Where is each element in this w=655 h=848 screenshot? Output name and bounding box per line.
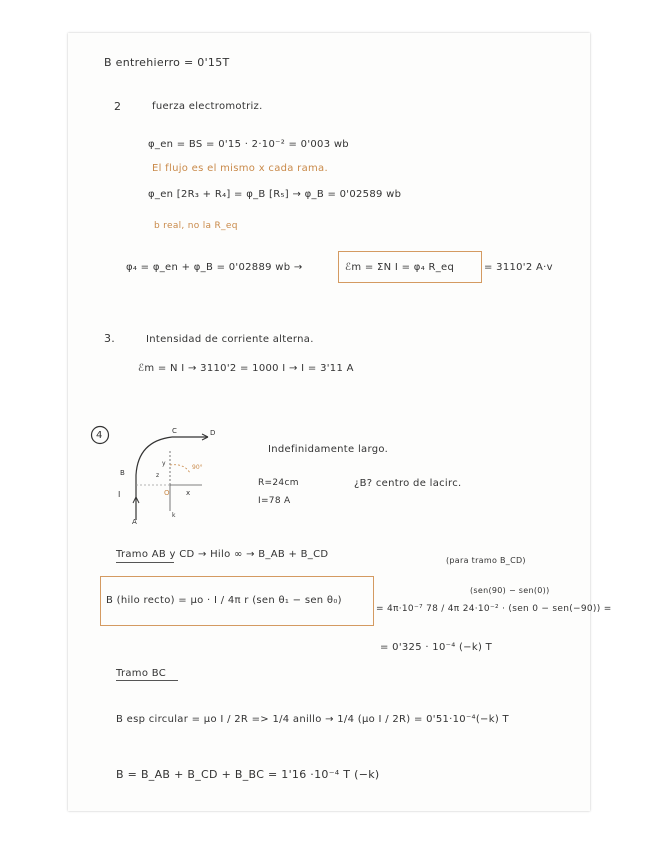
text-b-entrehierro: B entrehierro = 0'15T	[104, 56, 230, 69]
note-sen-diff: (sen(90) − sen(0))	[470, 586, 550, 595]
note-same-flux: El flujo es el mismo x cada rama.	[152, 163, 328, 174]
section-number-2: 2	[114, 100, 122, 113]
result-fem-value: = 3110'2 A·v	[484, 262, 553, 273]
diagram-label-d: D	[210, 429, 216, 437]
text-tramo-ab-cd: Tramo AB y CD → Hilo ∞ → B_AB + B_CD	[116, 549, 329, 560]
diagram-label-y: y	[162, 460, 166, 467]
equation-flux-branch: φ_en [2R₃ + R₄] = φ_B [R₅] → φ_B = 0'02589 wb	[148, 189, 402, 200]
underline-tramo-ab	[116, 562, 174, 563]
equation-total-flux: φ₄ = φ_en + φ_B = 0'02889 wb →	[126, 262, 303, 273]
equation-total-field: B = B_AB + B_CD + B_BC = 1'16 ·10⁻⁴ T (−k)	[116, 768, 380, 781]
wire-diagram	[112, 425, 232, 525]
text-tramo-bc: Tramo BC	[116, 668, 166, 679]
diagram-label-c: C	[172, 427, 177, 435]
text-b-center: ¿B? centro de lacirc.	[354, 478, 462, 489]
note-real-b: b real, no la R_eq	[154, 221, 238, 231]
equation-quarter-ring: B esp circular = μo I / 2R => 1/4 anillo → 1/4 (μo I / 2R) = 0'51·10⁻⁴(−k) T	[116, 714, 509, 725]
result-straight-wire: = 0'325 · 10⁻⁴ (−k) T	[380, 642, 493, 653]
section-title-fem: fuerza electromotriz.	[152, 101, 263, 112]
diagram-label-x: x	[186, 489, 191, 497]
underline-tramo-bc	[116, 680, 178, 681]
equation-fem-box: ℰm = ΣN I = φ₄ R_eq	[345, 262, 455, 273]
equation-current: ℰm = N I → 3110'2 = 1000 I → I = 3'11 A	[138, 363, 354, 374]
note-tramo-bcd: (para tramo B_CD)	[446, 556, 526, 565]
diagram-label-b: B	[120, 469, 125, 477]
substitution-straight-wire: = 4π·10⁻⁷ 78 / 4π 24·10⁻² · (sen 0 − sen(−90)) =	[376, 604, 612, 614]
text-radius: R=24cm	[258, 478, 299, 488]
equation-flux: φ_en = BS = 0'15 · 2·10⁻² = 0'003 wb	[148, 139, 349, 150]
diagram-label-k: k	[172, 512, 176, 519]
diagram-label-angle: 90°	[192, 464, 203, 471]
diagram-label-o: O	[164, 489, 170, 497]
section-number-3: 3.	[104, 332, 116, 345]
diagram-label-i: I	[118, 490, 121, 499]
text-current-value: I=78 A	[258, 496, 291, 506]
section-title-current: Intensidad de corriente alterna.	[146, 334, 314, 345]
section-number-4: 4	[96, 430, 103, 441]
diagram-label-z: z	[156, 472, 160, 479]
formula-straight-wire: B (hilo recto) = μo · I / 4π r (sen θ₁ − sen θ₀)	[106, 595, 342, 606]
text-infinitely-long: Indefinidamente largo.	[268, 444, 389, 455]
diagram-label-a: A	[132, 518, 137, 525]
